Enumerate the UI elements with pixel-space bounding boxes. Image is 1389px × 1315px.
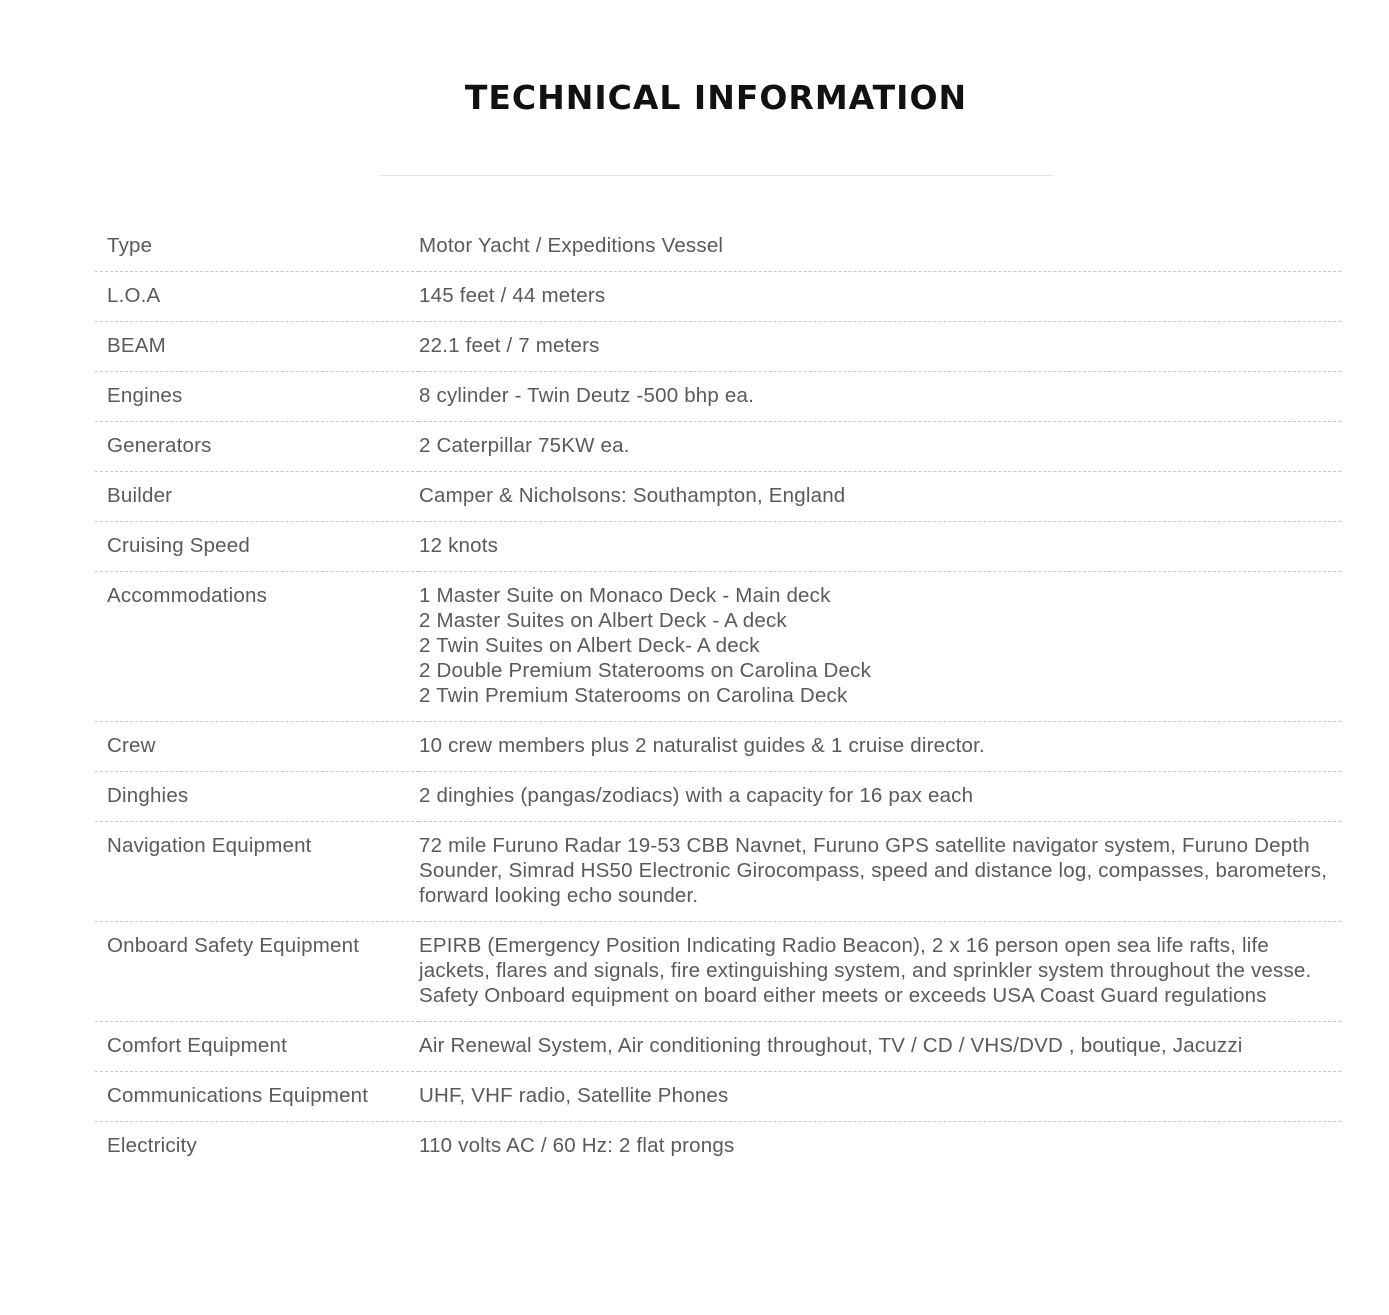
table-row <box>95 322 1341 372</box>
spec-label: Cruising Speed <box>107 534 250 557</box>
title-divider <box>379 175 1054 176</box>
spec-label: BEAM <box>107 334 166 357</box>
spec-label: Navigation Equipment <box>107 834 312 857</box>
page-title: TECHNICAL INFORMATION <box>464 78 968 117</box>
table-row <box>95 522 1341 572</box>
table-row <box>95 822 1341 922</box>
spec-value <box>419 322 1341 372</box>
spec-label: Engines <box>107 384 183 407</box>
table-row <box>95 1122 1341 1172</box>
spec-value-line: 110 volts AC / 60 Hz: 2 flat prongs <box>419 1134 735 1157</box>
table-row <box>95 1022 1341 1072</box>
spec-label: Comfort Equipment <box>107 1034 288 1057</box>
spec-label: Accommodations <box>107 584 268 607</box>
spec-value-line: Air Renewal System, Air conditioning throughout, TV / CD / VHS/DVD , boutique, Jacuzzi <box>419 1034 1243 1057</box>
technical-info-table <box>95 222 1341 1171</box>
spec-label: Onboard Safety Equipment <box>107 934 360 957</box>
table-row <box>95 772 1341 822</box>
spec-value-line: 22.1 feet / 7 meters <box>419 334 600 357</box>
spec-label: Dinghies <box>107 784 189 807</box>
table-row <box>95 372 1341 422</box>
spec-value <box>419 822 1341 922</box>
spec-value-line: 12 knots <box>419 534 499 557</box>
spec-label: L.O.A <box>107 284 161 307</box>
spec-value <box>419 1072 1341 1122</box>
spec-value <box>419 372 1341 422</box>
table-row <box>95 1072 1341 1122</box>
spec-value-line: Motor Yacht / Expeditions Vessel <box>419 234 724 257</box>
spec-value-line: 2 Double Premium Staterooms on Carolina Deck <box>419 659 872 682</box>
spec-value <box>419 222 1341 272</box>
spec-value <box>419 922 1341 1022</box>
table-row <box>95 272 1341 322</box>
spec-value-line: 10 crew members plus 2 naturalist guides & 1 cruise director. <box>419 734 985 757</box>
table-row <box>95 222 1341 272</box>
spec-value-line: 2 Twin Suites on Albert Deck- A deck <box>419 634 760 657</box>
spec-value-line: 2 Caterpillar 75KW ea. <box>419 434 630 457</box>
spec-value <box>419 522 1341 572</box>
spec-label: Electricity <box>107 1134 197 1157</box>
table-row <box>95 722 1341 772</box>
spec-value-line: 1 Master Suite on Monaco Deck - Main deck <box>419 584 831 607</box>
table-row <box>95 572 1341 722</box>
table-row <box>95 422 1341 472</box>
spec-value <box>419 722 1341 772</box>
technical-info-table-body <box>95 222 1341 1171</box>
spec-value-line: UHF, VHF radio, Satellite Phones <box>419 1084 729 1107</box>
spec-value <box>419 1122 1341 1172</box>
spec-label: Communications Equipment <box>107 1084 369 1107</box>
spec-value-line: 2 Twin Premium Staterooms on Carolina Deck <box>419 684 848 707</box>
spec-value <box>419 772 1341 822</box>
spec-label: Generators <box>107 434 212 457</box>
spec-label: Builder <box>107 484 173 507</box>
spec-value-line: EPIRB (Emergency Position Indicating Radio Beacon), 2 x 16 person open sea life rafts, life jackets, flares and signals, fire extinguishing system, and sprinkler system throughout the vesse. Safety Onboard equipment on board either meets or exceeds USA Coast Guard regulations <box>419 934 1312 1007</box>
spec-value <box>419 1022 1341 1072</box>
spec-value <box>419 472 1341 522</box>
spec-value-line: 145 feet / 44 meters <box>419 284 606 307</box>
spec-value-line: Camper & Nicholsons: Southampton, England <box>419 484 846 507</box>
spec-value <box>419 422 1341 472</box>
spec-value <box>419 272 1341 322</box>
spec-label: Crew <box>107 734 156 757</box>
spec-label: Type <box>107 234 153 257</box>
spec-value-line: 2 dinghies (pangas/zodiacs) with a capacity for 16 pax each <box>419 784 974 807</box>
spec-value-line: 8 cylinder - Twin Deutz -500 bhp ea. <box>419 384 754 407</box>
spec-value-line: 2 Master Suites on Albert Deck - A deck <box>419 609 787 632</box>
spec-value-line: 72 mile Furuno Radar 19-53 CBB Navnet, Furuno GPS satellite navigator system, Furuno Depth Sounder, Simrad HS50 Electronic Girocompass, speed and distance log, compasses, barometers, forward looking echo sounder. <box>419 834 1328 907</box>
spec-value <box>419 572 1341 722</box>
table-row <box>95 922 1341 1022</box>
table-row <box>95 472 1341 522</box>
